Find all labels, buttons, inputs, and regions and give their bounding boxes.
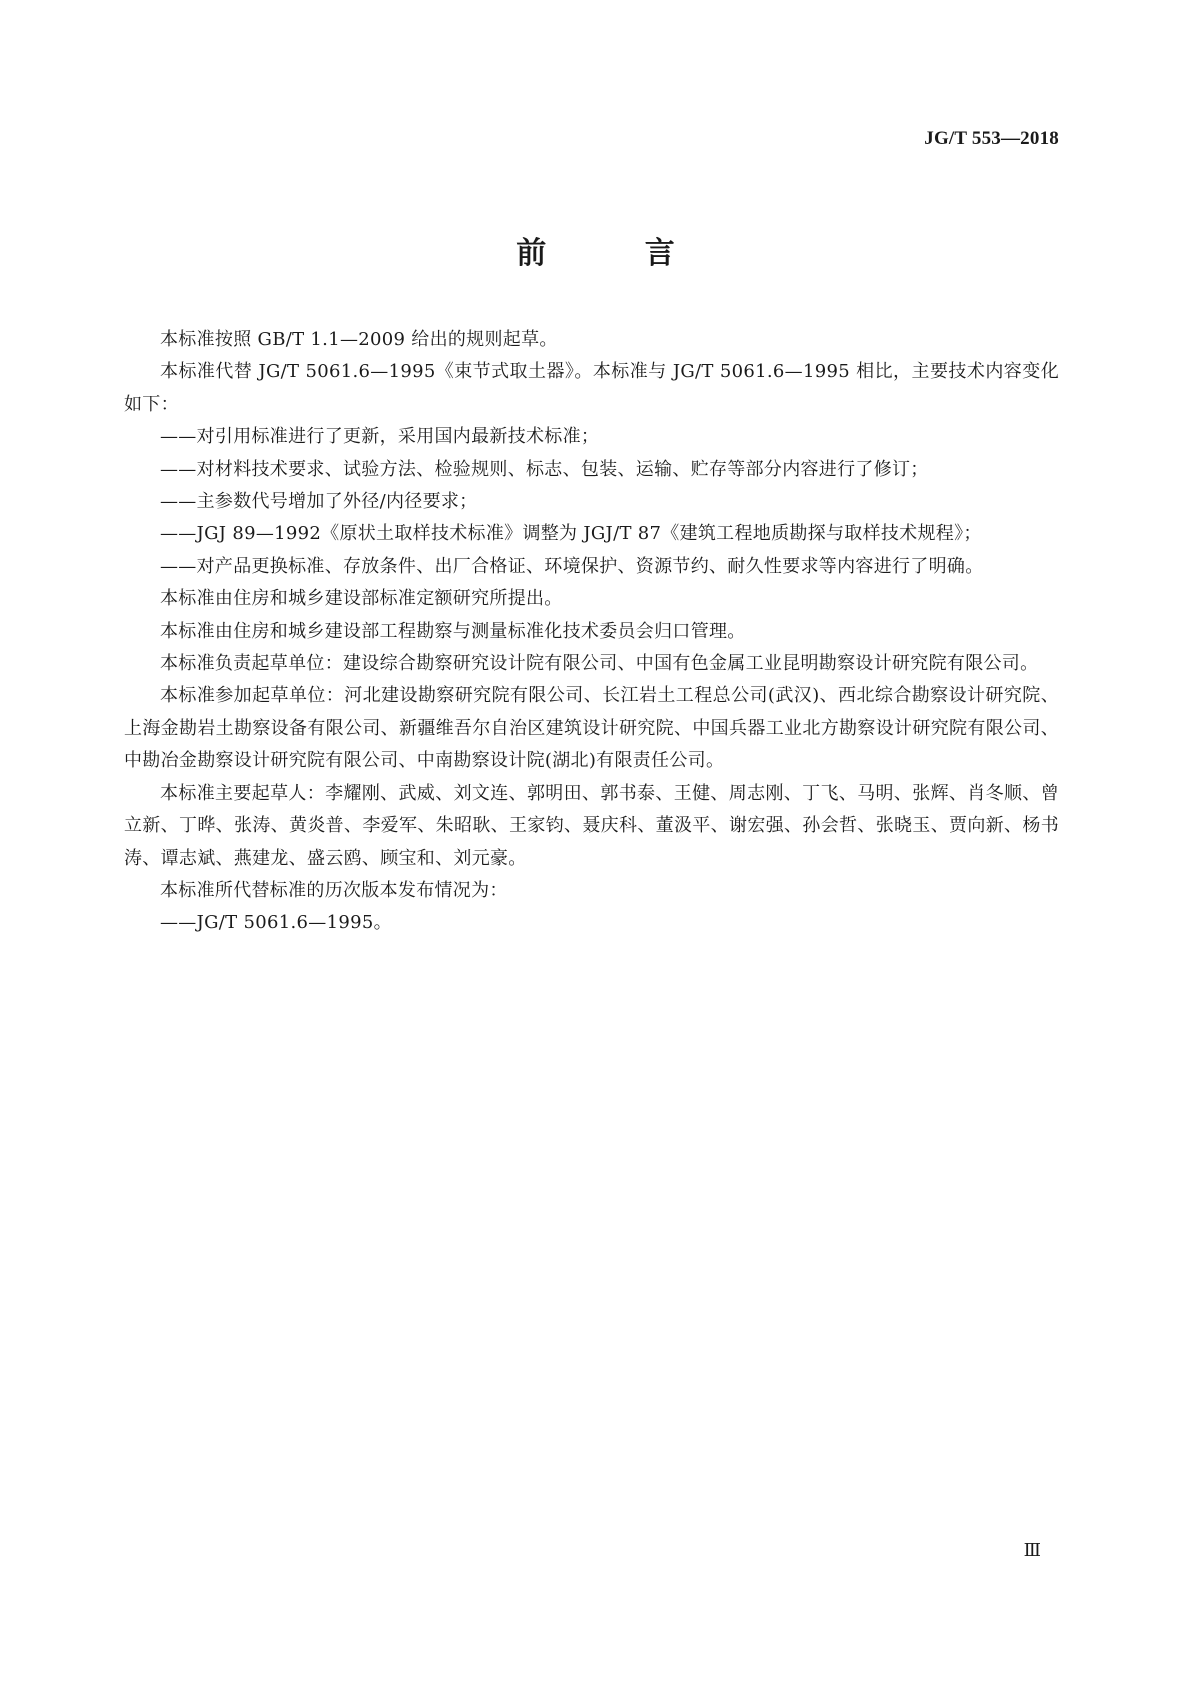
change-item-references: ——对引用标准进行了更新，采用国内最新技术标准；: [160, 426, 600, 448]
page-number: Ⅲ: [1023, 1540, 1041, 1560]
paragraph-version-history: 本标准所代替标准的历次版本发布情况为：: [160, 879, 508, 901]
page-title: 前 言: [516, 236, 719, 271]
paragraph-replacement: 本标准代替 JG/T 5061.6—1995《束节式取土器》。本标准与 JG/T 5061.6—1995 相比，主要技术内容变化如下：: [124, 361, 1059, 415]
change-item-clarifications: ——对产品更换标准、存放条件、出厂合格证、环境保护、资源节约、耐久性要求等内容进行了明确。: [160, 555, 984, 577]
change-item-parameters: ——主参数代号增加了外径/内径要求；: [160, 491, 478, 513]
paragraph-main-drafters: 本标准主要起草人：李耀刚、武威、刘文连、郭明田、郭书泰、王健、周志刚、丁飞、马明、张辉、肖冬顺、曾立新、丁晔、张涛、黄炎普、李爱军、朱昭耿、王家钧、聂庆科、董汲平、谢宏强、孙会哲、张晓玉、贾向新、杨书涛、谭志斌、燕建龙、盛云鸥、顾宝和、刘元豪。: [124, 782, 1059, 869]
paragraph-participating-drafters: 本标准参加起草单位：河北建设勘察研究院有限公司、长江岩土工程总公司(武汉)、西北综合勘察设计研究院、上海金勘岩土勘察设备有限公司、新疆维吾尔自治区建筑设计研究院、中国兵器工业北方勘察设计研究院有限公司、中勘冶金勘察设计研究院有限公司、中南勘察设计院(湖北)有限责任公司。: [124, 685, 1059, 772]
version-history-item: ——JG/T 5061.6—1995。: [160, 912, 392, 934]
paragraph-proposer: 本标准由住房和城乡建设部标准定额研究所提出。: [160, 588, 563, 610]
paragraph-lead-drafters: 本标准负责起草单位：建设综合勘察研究设计院有限公司、中国有色金属工业昆明勘察设计研究院有限公司。: [160, 653, 1039, 675]
paragraph-drafting-rules: 本标准按照 GB/T 1.1—2009 给出的规则起草。: [160, 329, 558, 350]
body-text: [124, 324, 1059, 940]
standard-code: JG/T 553—2018: [924, 128, 1059, 149]
paragraph-administrator: 本标准由住房和城乡建设部工程勘察与测量标准化技术委员会归口管理。: [160, 620, 746, 642]
change-item-standard-adjustment: ——JGJ 89—1992《原状土取样技术标准》调整为 JGJ/T 87《建筑工程地质勘探与取样技术规程》；: [160, 523, 982, 545]
change-item-revisions: ——对材料技术要求、试验方法、检验规则、标志、包装、运输、贮存等部分内容进行了修订；: [160, 458, 929, 480]
